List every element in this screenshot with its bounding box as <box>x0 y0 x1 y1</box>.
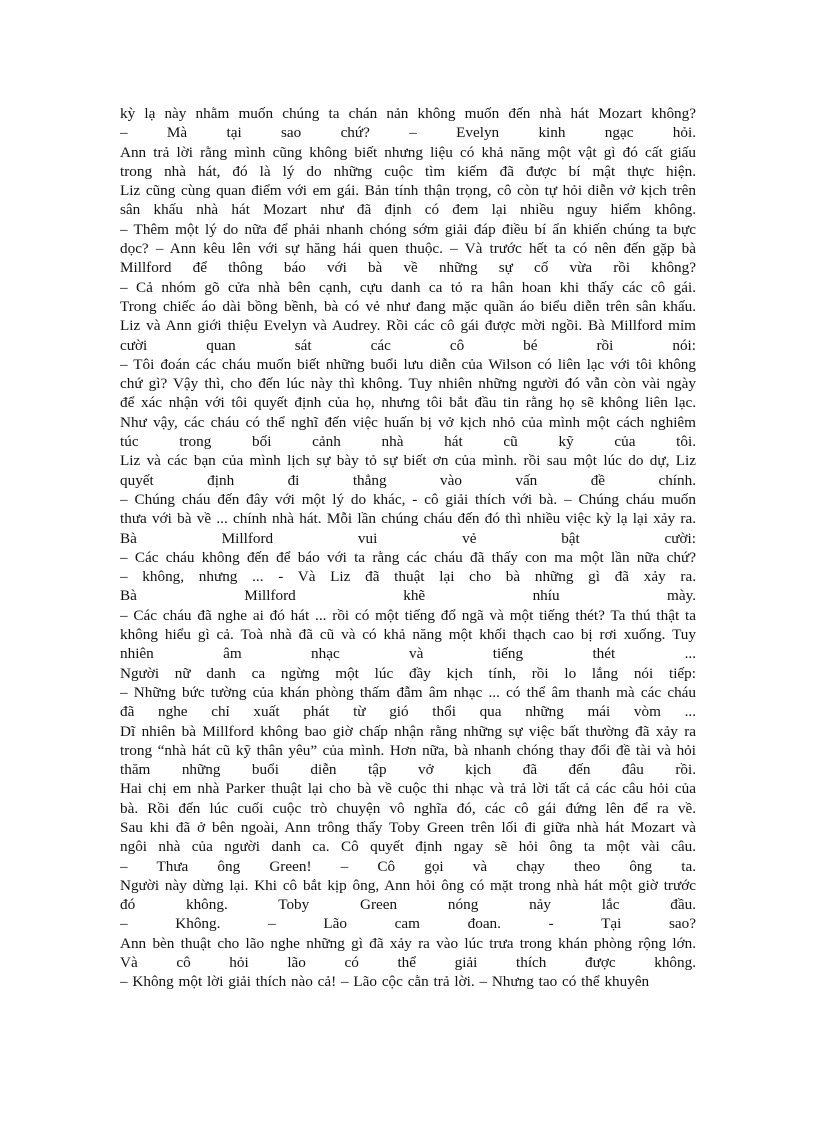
text-line: – Thêm một lý do nữa để phải nhanh chóng sớm giải đáp điều bí ẩn khiến chúng ta bực <box>120 220 696 238</box>
text-line: dọc? – Ann kêu lên với sự hăng hái quen thuộc. – Và trước hết ta có nên đến gặp bà <box>120 240 696 258</box>
text-line: Sau khi đã ở bên ngoài, Ann trông thấy Toby Green trên lối đi giữa nhà hát Mozart và <box>120 818 696 836</box>
text-line: Người nữ danh ca ngừng một lúc đầy kịch tính, rồi lo lắng nói tiếp: <box>120 664 696 682</box>
text-line: Người này dừng lại. Khi cô bắt kịp ông, Ann hỏi ông có mặt trong nhà hát một giờ trước <box>120 876 696 894</box>
text-line: Bà Millford khẽ nhíu mày. <box>120 587 696 605</box>
text-line: – Những bức tường của khán phòng thấm đẫm âm nhạc ... có thể âm thanh mà các cháu <box>120 683 696 701</box>
text-line: đã nghe chỉ xuất phát từ gió thổi qua những mái vòm ... <box>120 703 696 721</box>
text-line: Liz và Ann giới thiệu Evelyn và Audrey. Rồi các cô gái được mời ngồi. Bà Millford mỉm <box>120 317 696 335</box>
text-line: túc trong bối cảnh nhà hát cũ kỹ của tôi. <box>120 433 696 451</box>
text-line: – Các cháu không đến để báo với ta rằng các cháu đã thấy con ma một lần nữa chứ? <box>120 548 696 566</box>
text-line: – Các cháu đã nghe ai đó hát ... rồi có một tiếng đổ ngã và một tiếng thét? Ta thú thật ta <box>120 606 696 624</box>
text-line: – Không một lời giải thích nào cả! – Lão cộc cằn trả lời. – Nhưng tao có thể khuyên <box>120 973 650 991</box>
text-line: Bà Millford vui vẻ bật cười: <box>120 529 696 547</box>
text-line: nhiên âm nhạc và tiếng thét ... <box>120 645 696 663</box>
text-line: không hiểu gì cả. Toà nhà đã cũ và có khả năng một khối thạch cao bị rơi xuống. Tuy <box>120 626 696 644</box>
text-line: sân khấu nhà hát Mozart như đã định có đem lại nhiều nguy hiểm không. <box>120 201 696 219</box>
text-line: Ann trả lời rằng mình cũng không biết nhưng liệu có khả năng một vật gì đó cất giấu <box>120 143 696 161</box>
text-line: – Không. – Lão cam đoan. - Tại sao? <box>120 915 696 933</box>
text-line: – Thưa ông Green! – Cô gọi và chạy theo ông ta. <box>120 857 696 875</box>
text-line: – Chúng cháu đến đây với một lý do khác, - cô giải thích với bà. – Chúng cháu muốn <box>120 490 696 508</box>
text-line: cười quan sát các cô bé rồi nói: <box>120 336 696 354</box>
text-line: Hai chị em nhà Parker thuật lại cho bà về cuộc thi nhạc và trả lời tất cả các câu hỏi của <box>120 780 696 798</box>
text-line: Như vậy, các cháu có thể nghĩ đến việc huấn bị vở kịch nhỏ của mình một cách nghiêm <box>120 413 696 431</box>
text-line: trong “nhà hát cũ kỹ thân yêu” của mình. Hơn nữa, bà nhanh chóng thay đổi đề tài và hỏi <box>120 741 696 759</box>
text-line: Dĩ nhiên bà Millford không bao giờ chấp nhận rằng những sự việc bất thường đã xảy ra <box>120 722 696 740</box>
text-line: Và cô hỏi lão có thể giải thích được không. <box>120 954 696 972</box>
text-line: Liz và các bạn của mình lịch sự bày tỏ sự biết ơn của mình. rồi sau một lúc do dự, Liz <box>120 452 696 470</box>
document-body-text <box>120 104 696 992</box>
text-line: Liz cũng cùng quan điểm với em gái. Bản tính thận trọng, cô còn tự hỏi diễn vở kịch trên <box>120 182 696 200</box>
text-line: Ann bèn thuật cho lão nghe những gì đã xảy ra vào lúc trưa trong khán phòng rộng lớn. <box>120 934 696 952</box>
text-line: thăm những buổi diễn tập vở kịch đã đến đâu rồi. <box>120 761 696 779</box>
text-line: trong nhà hát, đó là lý do những cuộc tìm kiếm đã được bí mật thực hiện. <box>120 162 696 180</box>
text-line: Trong chiếc áo dài bồng bềnh, bà có vẻ như đang mặc quần áo biểu diễn trên sân khấu. <box>120 297 696 315</box>
text-line: để xác nhận với tôi quyết định của họ, nhưng tôi bắt đầu tin rằng họ sẽ không liên lạc. <box>120 394 696 412</box>
text-line: – Cả nhóm gõ cửa nhà bên cạnh, cựu danh ca tỏ ra hân hoan khi thấy các cô gái. <box>120 278 696 296</box>
text-line: bà. Rồi đến lúc cuối cuộc trò chuyện vô nghĩa đó, các cô gái đứng lên để ra về. <box>120 799 696 817</box>
text-line: thưa với bà về ... chính nhà hát. Mỗi lần chúng cháu đến đó thì nhiều việc kỳ lạ lại xảy ra. <box>120 510 696 528</box>
text-line: kỳ lạ này nhằm muốn chúng ta chán nản không muốn đến nhà hát Mozart không? <box>120 105 696 122</box>
text-line: ngôi nhà của người danh ca. Cô quyết định ngay sẽ hỏi ông ta một vài câu. <box>120 838 696 856</box>
text-line: – Mà tại sao chứ? – Evelyn kinh ngạc hỏi. <box>120 124 696 142</box>
text-line: – Tôi đoán các cháu muốn biết những buổi lưu diễn của Wilson có liên lạc với tôi không <box>120 355 696 373</box>
text-line: – không, nhưng ... - Và Liz đã thuật lại cho bà những gì đã xảy ra. <box>120 568 696 586</box>
text-line: chứ gì? Vậy thì, cho đến lúc này thì không. Tuy nhiên những người đó vẫn còn vài ngày <box>120 375 696 393</box>
text-line: quyết định đi thẳng vào vấn đề chính. <box>120 471 696 489</box>
text-line: Millford để thông báo với bà về những sự cố vừa rồi không? <box>120 259 696 277</box>
text-line: đó không. Toby Green nóng nảy lắc đầu. <box>120 896 696 914</box>
